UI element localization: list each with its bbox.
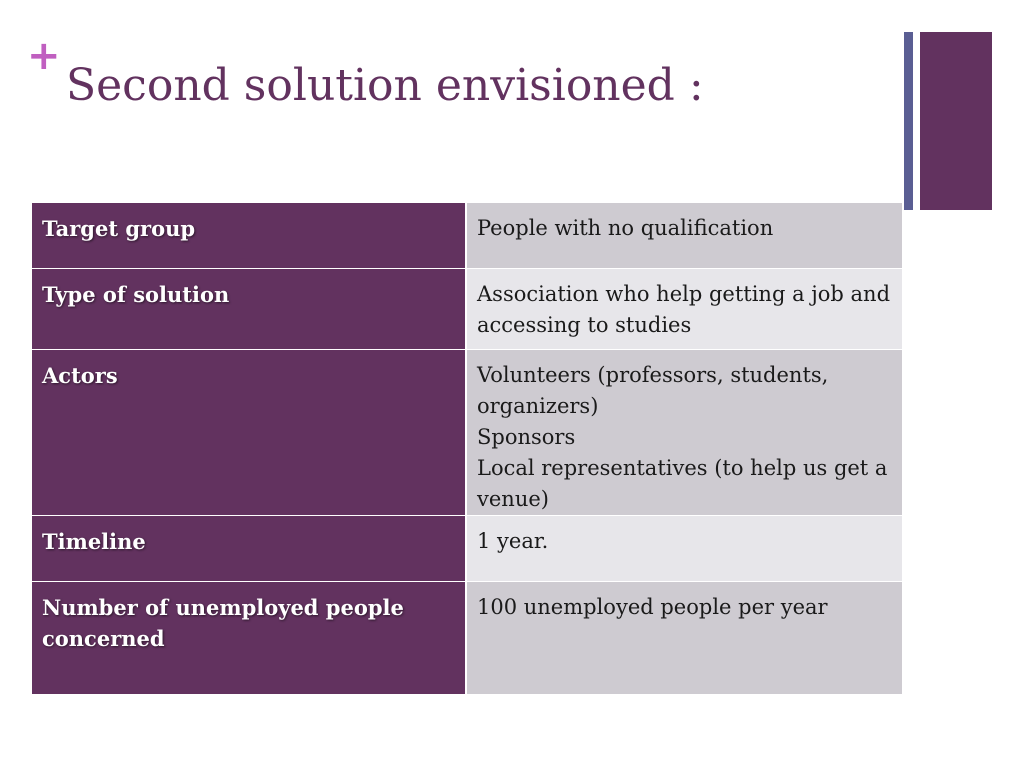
value-line: 1 year. xyxy=(477,528,549,553)
table-row-target-group xyxy=(32,203,902,268)
table-row-unemployed-count xyxy=(32,581,902,694)
row-value xyxy=(466,203,902,268)
slide-title: Second solution envisioned : xyxy=(66,60,704,111)
row-value xyxy=(466,349,902,515)
row-label: Timeline xyxy=(32,515,466,581)
row-label: Actors xyxy=(32,349,466,515)
plus-icon: + xyxy=(27,33,61,79)
table-row-type-of-solution xyxy=(32,268,902,349)
decorative-bar-thick xyxy=(920,32,992,210)
value-line: Volunteers (professors, students, organizers) xyxy=(477,362,829,418)
row-label: Type of solution xyxy=(32,268,466,349)
value-line: Local representatives (to help us get a venue) xyxy=(477,455,888,511)
value-line: 100 unemployed people per year xyxy=(477,594,828,619)
value-line: People with no qualification xyxy=(477,216,774,240)
row-value xyxy=(466,268,902,349)
row-value xyxy=(466,581,902,694)
solution-table xyxy=(32,203,902,695)
table-row-timeline xyxy=(32,515,902,581)
row-label: Target group xyxy=(32,203,466,268)
row-label: Number of unemployed people concerned xyxy=(32,581,466,694)
value-line: Sponsors xyxy=(477,424,576,449)
table-row-actors xyxy=(32,349,902,515)
row-value xyxy=(466,515,902,581)
value-line: Association who help getting a job and accessing to studies xyxy=(477,281,891,337)
decorative-bar-thin xyxy=(904,32,913,210)
